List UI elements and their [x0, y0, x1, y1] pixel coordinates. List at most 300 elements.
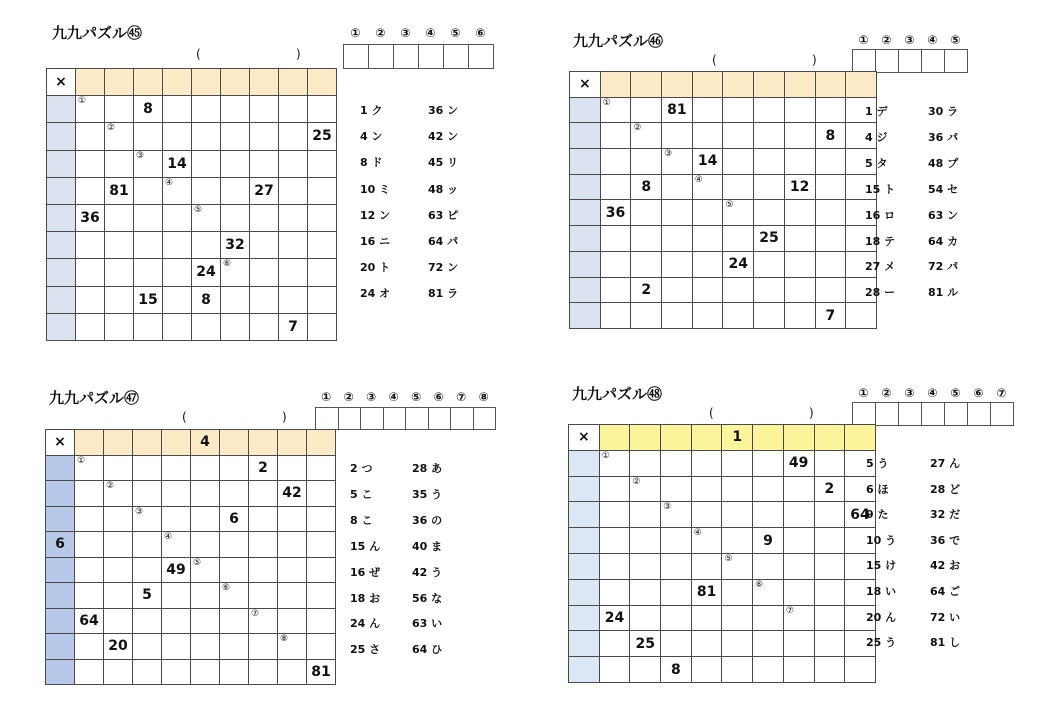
side-header-cell[interactable] — [47, 150, 76, 177]
grid-cell[interactable] — [662, 123, 693, 149]
grid-cell[interactable] — [76, 96, 105, 123]
top-header-cell[interactable] — [104, 430, 133, 456]
answer-box[interactable] — [450, 407, 474, 430]
grid-cell[interactable] — [104, 506, 133, 532]
side-header-cell[interactable] — [570, 123, 601, 149]
grid-cell[interactable] — [162, 532, 191, 558]
grid-cell[interactable] — [278, 481, 307, 507]
grid-cell[interactable] — [163, 177, 192, 204]
grid-cell[interactable] — [279, 286, 308, 313]
grid-cell[interactable] — [662, 303, 693, 329]
grid-cell[interactable] — [631, 226, 662, 252]
grid-cell[interactable] — [630, 502, 661, 528]
grid-cell[interactable] — [162, 481, 191, 507]
side-header-cell[interactable] — [569, 476, 600, 502]
answer-box[interactable] — [338, 407, 362, 430]
grid-cell[interactable] — [279, 259, 308, 286]
grid-cell[interactable] — [278, 455, 307, 481]
grid-cell[interactable] — [599, 450, 630, 476]
grid-cell[interactable] — [661, 605, 692, 631]
side-header-cell[interactable] — [570, 226, 601, 252]
grid-cell[interactable] — [191, 557, 220, 583]
grid-cell[interactable] — [104, 532, 133, 558]
grid-cell[interactable] — [692, 303, 723, 329]
grid-cell[interactable] — [662, 97, 693, 123]
grid-cell[interactable] — [691, 605, 722, 631]
side-header-cell[interactable] — [46, 557, 75, 583]
grid-cell[interactable] — [783, 631, 814, 657]
grid-cell[interactable] — [631, 303, 662, 329]
side-header-cell[interactable] — [570, 97, 601, 123]
grid-cell[interactable] — [308, 313, 337, 340]
grid-cell[interactable] — [105, 286, 134, 313]
answer-box[interactable] — [898, 402, 922, 426]
grid-cell[interactable] — [784, 200, 815, 226]
side-header-cell[interactable] — [46, 608, 75, 634]
grid-cell[interactable] — [249, 608, 278, 634]
grid-cell[interactable] — [722, 450, 753, 476]
grid-cell[interactable] — [163, 150, 192, 177]
grid-cell[interactable] — [76, 204, 105, 231]
grid-cell[interactable] — [783, 579, 814, 605]
grid-cell[interactable] — [845, 657, 876, 683]
grid-cell[interactable] — [105, 204, 134, 231]
grid-cell[interactable] — [278, 608, 307, 634]
grid-cell[interactable] — [162, 455, 191, 481]
grid-cell[interactable] — [75, 557, 104, 583]
grid-cell[interactable] — [279, 232, 308, 259]
grid-cell[interactable] — [784, 251, 815, 277]
grid-cell[interactable] — [220, 634, 249, 660]
grid-cell[interactable] — [783, 476, 814, 502]
grid-cell[interactable] — [134, 286, 163, 313]
grid-cell[interactable] — [722, 502, 753, 528]
grid-cell[interactable] — [105, 177, 134, 204]
grid-cell[interactable] — [134, 313, 163, 340]
grid-cell[interactable] — [784, 149, 815, 175]
grid-cell[interactable] — [249, 634, 278, 660]
grid-cell[interactable] — [279, 313, 308, 340]
grid-cell[interactable] — [754, 303, 785, 329]
grid-cell[interactable] — [104, 557, 133, 583]
grid-cell[interactable] — [661, 579, 692, 605]
grid-cell[interactable] — [815, 303, 846, 329]
grid-cell[interactable] — [249, 506, 278, 532]
grid-cell[interactable] — [722, 631, 753, 657]
grid-cell[interactable] — [661, 502, 692, 528]
grid-cell[interactable] — [754, 123, 785, 149]
grid-cell[interactable] — [278, 532, 307, 558]
grid-cell[interactable] — [250, 177, 279, 204]
grid-cell[interactable] — [754, 277, 785, 303]
answer-box[interactable] — [944, 49, 968, 73]
grid-cell[interactable] — [75, 481, 104, 507]
grid-cell[interactable] — [722, 528, 753, 554]
grid-cell[interactable] — [162, 659, 191, 685]
grid-cell[interactable] — [784, 303, 815, 329]
side-header-cell[interactable] — [46, 481, 75, 507]
top-header-cell[interactable] — [662, 72, 693, 98]
answer-box[interactable] — [898, 49, 922, 73]
grid-cell[interactable] — [220, 608, 249, 634]
grid-cell[interactable] — [814, 450, 845, 476]
answer-box[interactable] — [368, 44, 394, 69]
grid-cell[interactable] — [250, 204, 279, 231]
top-header-cell[interactable] — [599, 425, 630, 451]
grid-cell[interactable] — [162, 608, 191, 634]
top-header-cell[interactable] — [815, 72, 846, 98]
grid-cell[interactable] — [76, 313, 105, 340]
grid-cell[interactable] — [815, 200, 846, 226]
side-header-cell[interactable] — [46, 659, 75, 685]
grid-cell[interactable] — [600, 251, 631, 277]
grid-cell[interactable] — [308, 123, 337, 150]
grid-cell[interactable] — [162, 634, 191, 660]
grid-cell[interactable] — [631, 123, 662, 149]
grid-cell[interactable] — [662, 174, 693, 200]
grid-cell[interactable] — [192, 232, 221, 259]
grid-cell[interactable] — [133, 455, 162, 481]
grid-cell[interactable] — [75, 532, 104, 558]
grid-cell[interactable] — [661, 528, 692, 554]
grid-cell[interactable] — [221, 313, 250, 340]
grid-cell[interactable] — [783, 502, 814, 528]
side-header-cell[interactable] — [569, 502, 600, 528]
grid-cell[interactable] — [599, 528, 630, 554]
top-header-cell[interactable] — [846, 72, 877, 98]
grid-cell[interactable] — [133, 557, 162, 583]
answer-box[interactable] — [967, 402, 991, 426]
grid-cell[interactable] — [691, 657, 722, 683]
grid-cell[interactable] — [307, 583, 336, 609]
top-header-cell[interactable] — [279, 69, 308, 96]
top-header-cell[interactable]: 1 — [722, 425, 753, 451]
grid-cell[interactable] — [163, 96, 192, 123]
grid-cell[interactable] — [221, 286, 250, 313]
grid-cell[interactable] — [75, 634, 104, 660]
grid-cell[interactable] — [249, 532, 278, 558]
grid-cell[interactable] — [104, 608, 133, 634]
grid-cell[interactable] — [249, 455, 278, 481]
grid-cell[interactable] — [630, 631, 661, 657]
top-header-cell[interactable] — [814, 425, 845, 451]
grid-cell[interactable] — [162, 506, 191, 532]
grid-cell[interactable] — [76, 286, 105, 313]
grid-cell[interactable] — [692, 174, 723, 200]
grid-cell[interactable] — [134, 150, 163, 177]
grid-cell[interactable] — [723, 226, 754, 252]
grid-cell[interactable] — [753, 553, 784, 579]
grid-cell[interactable] — [249, 659, 278, 685]
grid-cell[interactable] — [723, 174, 754, 200]
grid-cell[interactable] — [279, 96, 308, 123]
grid-cell[interactable] — [134, 177, 163, 204]
grid-cell[interactable] — [191, 481, 220, 507]
grid-cell[interactable] — [600, 277, 631, 303]
top-header-cell[interactable] — [278, 430, 307, 456]
grid-cell[interactable] — [754, 97, 785, 123]
grid-cell[interactable] — [278, 506, 307, 532]
grid-cell[interactable] — [631, 200, 662, 226]
grid-cell[interactable] — [599, 631, 630, 657]
grid-cell[interactable] — [784, 174, 815, 200]
grid-cell[interactable] — [76, 232, 105, 259]
grid-cell[interactable] — [691, 528, 722, 554]
grid-cell[interactable] — [308, 259, 337, 286]
grid-cell[interactable] — [163, 259, 192, 286]
grid-cell[interactable] — [784, 97, 815, 123]
grid-cell[interactable] — [191, 506, 220, 532]
grid-cell[interactable] — [691, 450, 722, 476]
grid-cell[interactable] — [815, 123, 846, 149]
grid-cell[interactable] — [105, 259, 134, 286]
grid-cell[interactable] — [105, 232, 134, 259]
grid-cell[interactable] — [192, 123, 221, 150]
answer-box[interactable] — [393, 44, 419, 69]
grid-cell[interactable] — [600, 123, 631, 149]
grid-cell[interactable] — [753, 579, 784, 605]
grid-cell[interactable] — [661, 631, 692, 657]
grid-cell[interactable] — [221, 177, 250, 204]
grid-cell[interactable] — [133, 506, 162, 532]
grid-cell[interactable] — [75, 608, 104, 634]
grid-cell[interactable] — [723, 251, 754, 277]
answer-box[interactable] — [944, 402, 968, 426]
answer-box[interactable] — [990, 402, 1014, 426]
grid-cell[interactable] — [662, 226, 693, 252]
grid-cell[interactable] — [75, 659, 104, 685]
grid-cell[interactable] — [723, 277, 754, 303]
grid-cell[interactable] — [220, 532, 249, 558]
grid-cell[interactable] — [753, 528, 784, 554]
grid-cell[interactable] — [753, 657, 784, 683]
grid-cell[interactable] — [815, 149, 846, 175]
top-header-cell[interactable] — [661, 425, 692, 451]
answer-box[interactable] — [852, 49, 876, 73]
grid-cell[interactable] — [133, 583, 162, 609]
grid-cell[interactable] — [630, 553, 661, 579]
grid-cell[interactable] — [105, 313, 134, 340]
grid-cell[interactable] — [104, 455, 133, 481]
grid-cell[interactable] — [220, 557, 249, 583]
side-header-cell[interactable] — [570, 277, 601, 303]
grid-cell[interactable] — [722, 579, 753, 605]
grid-cell[interactable] — [192, 96, 221, 123]
side-header-cell[interactable] — [47, 204, 76, 231]
grid-cell[interactable] — [162, 557, 191, 583]
grid-cell[interactable] — [250, 123, 279, 150]
grid-cell[interactable] — [278, 634, 307, 660]
grid-cell[interactable] — [249, 557, 278, 583]
top-header-cell[interactable] — [845, 425, 876, 451]
grid-cell[interactable] — [250, 313, 279, 340]
top-header-cell[interactable] — [308, 69, 337, 96]
grid-cell[interactable] — [76, 150, 105, 177]
side-header-cell[interactable] — [569, 528, 600, 554]
grid-cell[interactable] — [250, 232, 279, 259]
grid-cell[interactable] — [220, 455, 249, 481]
grid-cell[interactable] — [134, 232, 163, 259]
top-header-cell[interactable] — [754, 72, 785, 98]
top-header-cell[interactable]: 4 — [191, 430, 220, 456]
grid-cell[interactable] — [307, 506, 336, 532]
grid-cell[interactable] — [192, 204, 221, 231]
grid-cell[interactable] — [133, 532, 162, 558]
grid-cell[interactable] — [308, 150, 337, 177]
grid-cell[interactable] — [754, 251, 785, 277]
top-header-cell[interactable] — [249, 430, 278, 456]
side-header-cell[interactable] — [570, 303, 601, 329]
grid-cell[interactable] — [163, 204, 192, 231]
top-header-cell[interactable] — [250, 69, 279, 96]
grid-cell[interactable] — [754, 200, 785, 226]
grid-cell[interactable] — [191, 583, 220, 609]
grid-cell[interactable] — [600, 97, 631, 123]
grid-cell[interactable] — [221, 204, 250, 231]
grid-cell[interactable] — [104, 583, 133, 609]
side-header-cell[interactable] — [569, 605, 600, 631]
answer-box[interactable] — [315, 407, 339, 430]
grid-cell[interactable] — [722, 657, 753, 683]
top-header-cell[interactable] — [692, 72, 723, 98]
grid-cell[interactable] — [754, 174, 785, 200]
grid-cell[interactable] — [76, 177, 105, 204]
grid-cell[interactable] — [754, 149, 785, 175]
grid-cell[interactable] — [278, 659, 307, 685]
side-header-cell[interactable] — [47, 313, 76, 340]
grid-cell[interactable] — [783, 553, 814, 579]
grid-cell[interactable] — [662, 277, 693, 303]
grid-cell[interactable] — [307, 481, 336, 507]
top-header-cell[interactable] — [163, 69, 192, 96]
grid-cell[interactable] — [692, 97, 723, 123]
grid-cell[interactable] — [692, 226, 723, 252]
grid-cell[interactable] — [163, 313, 192, 340]
grid-cell[interactable] — [784, 226, 815, 252]
grid-cell[interactable] — [220, 659, 249, 685]
grid-cell[interactable] — [134, 259, 163, 286]
grid-cell[interactable] — [814, 579, 845, 605]
grid-cell[interactable] — [221, 123, 250, 150]
top-header-cell[interactable] — [691, 425, 722, 451]
grid-cell[interactable] — [723, 200, 754, 226]
answer-box[interactable] — [852, 402, 876, 426]
grid-cell[interactable] — [692, 277, 723, 303]
side-header-cell[interactable] — [569, 450, 600, 476]
grid-cell[interactable] — [722, 476, 753, 502]
side-header-cell[interactable] — [46, 583, 75, 609]
side-header-cell[interactable] — [46, 455, 75, 481]
grid-cell[interactable] — [661, 450, 692, 476]
grid-cell[interactable] — [814, 631, 845, 657]
grid-cell[interactable] — [630, 657, 661, 683]
grid-cell[interactable] — [307, 659, 336, 685]
grid-cell[interactable] — [250, 96, 279, 123]
grid-cell[interactable] — [600, 149, 631, 175]
grid-cell[interactable] — [105, 96, 134, 123]
grid-cell[interactable] — [600, 174, 631, 200]
side-header-cell[interactable] — [47, 177, 76, 204]
grid-cell[interactable] — [133, 634, 162, 660]
grid-cell[interactable] — [279, 123, 308, 150]
grid-cell[interactable] — [249, 583, 278, 609]
top-header-cell[interactable] — [631, 72, 662, 98]
grid-cell[interactable] — [221, 96, 250, 123]
grid-cell[interactable] — [191, 608, 220, 634]
side-header-cell[interactable] — [47, 232, 76, 259]
grid-cell[interactable] — [661, 657, 692, 683]
grid-cell[interactable] — [220, 506, 249, 532]
answer-box[interactable] — [875, 49, 899, 73]
grid-cell[interactable] — [192, 313, 221, 340]
grid-cell[interactable] — [133, 481, 162, 507]
top-header-cell[interactable] — [753, 425, 784, 451]
grid-cell[interactable] — [814, 605, 845, 631]
grid-cell[interactable] — [722, 553, 753, 579]
grid-cell[interactable] — [631, 277, 662, 303]
grid-cell[interactable] — [691, 502, 722, 528]
grid-cell[interactable] — [814, 502, 845, 528]
grid-cell[interactable] — [307, 557, 336, 583]
side-header-cell[interactable] — [46, 506, 75, 532]
grid-cell[interactable] — [815, 226, 846, 252]
side-header-cell[interactable] — [47, 259, 76, 286]
grid-cell[interactable] — [815, 97, 846, 123]
grid-cell[interactable] — [815, 277, 846, 303]
side-header-cell[interactable] — [570, 200, 601, 226]
grid-cell[interactable] — [163, 286, 192, 313]
grid-cell[interactable] — [250, 150, 279, 177]
answer-box[interactable] — [418, 44, 444, 69]
grid-cell[interactable] — [75, 455, 104, 481]
grid-cell[interactable] — [75, 583, 104, 609]
grid-cell[interactable] — [599, 657, 630, 683]
grid-cell[interactable] — [814, 553, 845, 579]
grid-cell[interactable] — [631, 149, 662, 175]
grid-cell[interactable] — [815, 251, 846, 277]
grid-cell[interactable] — [661, 476, 692, 502]
grid-cell[interactable] — [250, 286, 279, 313]
side-header-cell[interactable] — [47, 96, 76, 123]
grid-cell[interactable] — [692, 200, 723, 226]
grid-cell[interactable] — [630, 579, 661, 605]
grid-cell[interactable] — [600, 303, 631, 329]
grid-cell[interactable] — [630, 476, 661, 502]
grid-cell[interactable] — [691, 553, 722, 579]
top-header-cell[interactable] — [784, 72, 815, 98]
top-header-cell[interactable] — [307, 430, 336, 456]
grid-cell[interactable] — [723, 123, 754, 149]
grid-cell[interactable] — [723, 149, 754, 175]
top-header-cell[interactable] — [133, 430, 162, 456]
side-header-cell[interactable] — [570, 251, 601, 277]
grid-cell[interactable] — [753, 476, 784, 502]
grid-cell[interactable] — [250, 259, 279, 286]
grid-cell[interactable] — [134, 204, 163, 231]
grid-cell[interactable] — [846, 303, 877, 329]
side-header-cell[interactable] — [46, 634, 75, 660]
side-header-cell[interactable] — [569, 553, 600, 579]
grid-cell[interactable] — [105, 150, 134, 177]
grid-cell[interactable] — [278, 557, 307, 583]
grid-cell[interactable] — [105, 123, 134, 150]
grid-cell[interactable] — [600, 200, 631, 226]
grid-cell[interactable] — [691, 631, 722, 657]
grid-cell[interactable] — [783, 450, 814, 476]
top-header-cell[interactable] — [134, 69, 163, 96]
grid-cell[interactable] — [308, 204, 337, 231]
top-header-cell[interactable] — [162, 430, 191, 456]
